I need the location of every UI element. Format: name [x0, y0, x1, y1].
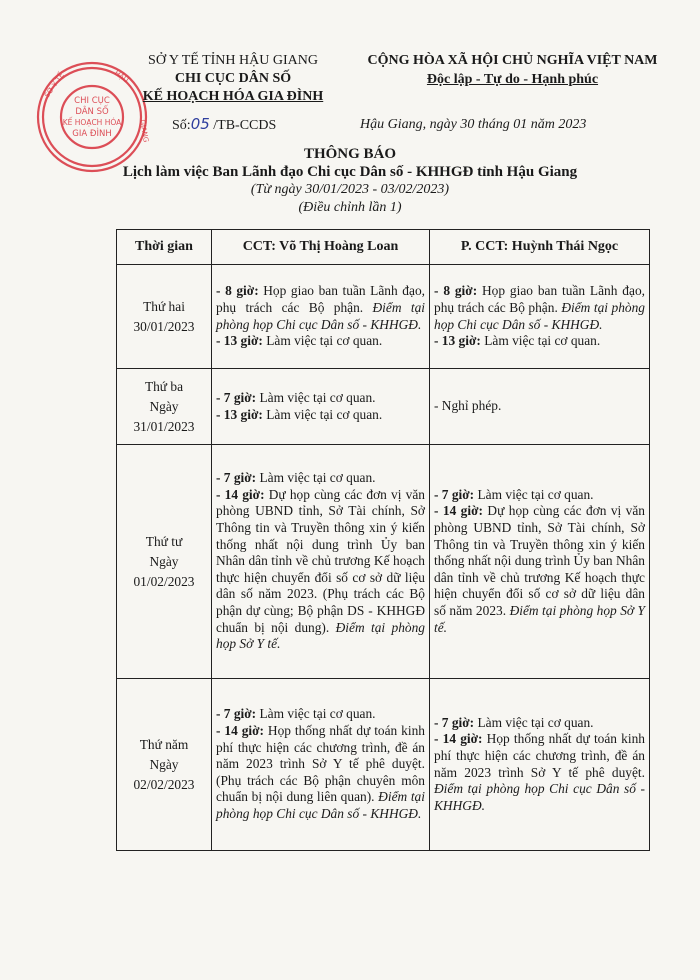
schedule-table: [116, 229, 650, 851]
header-time: Thời gian: [117, 230, 212, 265]
entry-place: Điểm tại phòng họp Sở Y tế.: [216, 619, 426, 652]
schedule-entry: [216, 283, 425, 333]
doc-number-handwritten: 05: [190, 115, 210, 133]
schedule-entry: [434, 283, 645, 333]
entry-text: Làm việc tại cơ quan.: [474, 714, 594, 730]
entry-time: - 8 giờ:: [216, 283, 259, 299]
day-cell: [117, 265, 212, 369]
day-date: 30/01/2023: [133, 318, 195, 334]
day-cell: [117, 445, 212, 679]
deputy-schedule: [430, 445, 650, 679]
svg-text:GIA ĐÌNH: GIA ĐÌNH: [72, 129, 112, 139]
schedule-entry: [434, 333, 645, 350]
svg-text:GIANG: GIANG: [138, 118, 150, 143]
national-motto: [335, 52, 690, 90]
entry-time: - 7 giờ:: [216, 389, 257, 405]
day-cell: [117, 679, 212, 851]
entry-time: - 13 giờ:: [434, 333, 481, 349]
table-row: [117, 369, 650, 445]
day-name: Thứ tư: [145, 533, 183, 549]
day-cell: [117, 369, 212, 445]
svg-text:HẬU: HẬU: [112, 69, 130, 85]
director-schedule: [212, 445, 430, 679]
entry-time: - 14 giờ:: [434, 503, 483, 519]
entry-text: Làm việc tại cơ quan.: [262, 333, 383, 349]
schedule-entry: [216, 723, 425, 823]
day-name: Thứ ba: [144, 378, 184, 394]
svg-text:DÂN SỐ: DÂN SỐ: [75, 107, 109, 117]
notice-subtitle: Lịch làm việc Ban Lãnh đạo Chi cục Dân số - KHHGĐ tỉnh Hậu Giang: [122, 164, 578, 180]
day-date: Ngày 02/02/2023: [133, 756, 195, 792]
entry-time: - 7 giờ:: [216, 706, 257, 722]
day-date: Ngày 31/01/2023: [133, 398, 195, 434]
entry-text: Làm việc tại cơ quan.: [256, 470, 376, 486]
entry-text: Làm việc tại cơ quan.: [262, 406, 383, 422]
entry-text: Họp giao ban tuần Lãnh đạo, phụ trách các Bộ phận.: [216, 283, 425, 315]
motto: Độc lập - Tự do - Hạnh phúc: [426, 72, 599, 87]
table-row: [117, 265, 650, 369]
entry-text: Họp giao ban tuần Lãnh đạo, phụ trách các Bộ phận.: [434, 283, 645, 315]
svg-text:KẾ HOẠCH HÓA: KẾ HOẠCH HÓA: [62, 118, 122, 127]
schedule-entry: [434, 503, 645, 636]
schedule-entry: [434, 398, 645, 415]
entry-text: Làm việc tại cơ quan.: [256, 706, 376, 722]
agency-line-3: KẾ HOẠCH HÓA GIA ĐÌNH: [142, 89, 324, 104]
notice-title: THÔNG BÁO: [303, 146, 397, 162]
day-name: Thứ hai: [143, 298, 185, 314]
schedule-entry: [434, 731, 645, 814]
director-schedule: [212, 265, 430, 369]
deputy-schedule: [430, 679, 650, 851]
doc-number-suffix: /TB-CCDS: [213, 118, 277, 133]
date-line: Hậu Giang, ngày 30 tháng 01 năm 2023: [360, 117, 587, 132]
agency-line-2: CHI CỤC DÂN SỐ: [174, 71, 292, 86]
entry-text: Dự họp cùng các đơn vị văn phòng UBND tỉnh, Sở Tài chính, Sở Thông tin và Truyền thông xin ý kiến thống nhất nội dung trình Ủy ban Nhân dân tỉnh về chủ trương Kế hoạch thực hiện chuyển đổi số cơ sở dữ liệu dân số năm 2023. (Phụ trách các Bộ phận dự cùng; Bộ phận DS - KHHGĐ chuẩn bị nội dung).: [216, 486, 425, 635]
schedule-entry: [216, 470, 425, 487]
date-range: (Từ ngày 30/01/2023 - 03/02/2023): [250, 182, 450, 197]
entry-text: Họp thống nhất dự toán kinh phí thực hiện các chương trình, đề án năm 2023 trình Sở Y tế phê duyệt.: [434, 731, 645, 780]
entry-time: - 7 giờ:: [434, 714, 475, 730]
svg-text:SỞ Y TẾ: SỞ Y TẾ: [43, 71, 66, 100]
entry-place: Điểm tại phòng họp Chi cục Dân số - KHHGĐ.: [216, 789, 425, 821]
table-header-row: [117, 230, 650, 265]
schedule-entry: [434, 487, 645, 504]
svg-text:CHI CỤC: CHI CỤC: [74, 96, 110, 106]
entry-time: - 13 giờ:: [216, 333, 263, 349]
entry-time: - 14 giờ:: [434, 731, 483, 747]
entry-place: Điểm tại phòng họp Chi cục Dân số - KHHGĐ.: [434, 299, 646, 332]
agency-line-1: SỞ Y TẾ TỈNH HẬU GIANG: [148, 53, 318, 68]
schedule-entry: [216, 390, 425, 407]
deputy-schedule: [430, 369, 650, 445]
day-name: Thứ năm: [139, 736, 189, 752]
schedule-entry: [434, 715, 645, 732]
day-date: Ngày 01/02/2023: [133, 553, 195, 589]
schedule-entry: [216, 407, 425, 424]
schedule-entry: [216, 706, 425, 723]
table-row: [117, 679, 650, 851]
notice-title-block: [0, 145, 700, 217]
entry-time: - 13 giờ:: [216, 406, 263, 422]
entry-place: Điểm tại phòng họp Chi cục Dân số - KHHGĐ.: [216, 299, 426, 332]
table-row: [117, 445, 650, 679]
schedule-entry: [216, 487, 425, 653]
entry-time: - 7 giờ:: [216, 470, 257, 486]
entry-text: Dự họp cùng các đơn vị văn phòng UBND tỉnh, Sở Tài chính, Sở Thông tin và Truyền thông xin ý kiến thống nhất nội dung trình Ủy ban Nhân dân tỉnh về chủ trương Kế hoạch thực hiện chuyển đổi số cơ sở dữ liệu dân số năm 2023.: [434, 503, 645, 618]
entry-place: Điểm tại phòng họp Chi cục Dân số - KHHGĐ.: [434, 781, 645, 813]
director-schedule: [212, 369, 430, 445]
entry-text: Làm việc tại cơ quan.: [256, 389, 376, 405]
revision-note: (Điều chỉnh lần 1): [298, 200, 402, 215]
header-deputy: P. CCT: Huỳnh Thái Ngọc: [430, 230, 650, 265]
entry-text: Làm việc tại cơ quan.: [480, 333, 601, 349]
entry-text: Làm việc tại cơ quan.: [474, 486, 594, 502]
schedule-entry: [216, 333, 425, 350]
deputy-schedule: [430, 265, 650, 369]
entry-place: Điểm tại phòng họp Sở Y tế.: [434, 602, 645, 635]
entry-time: - 14 giờ:: [216, 486, 265, 502]
doc-number-prefix: Số:: [172, 118, 191, 133]
header-director: CCT: Võ Thị Hoàng Loan: [212, 230, 430, 265]
document-number: [172, 115, 276, 134]
director-schedule: [212, 679, 430, 851]
issuing-agency: [128, 52, 338, 106]
entry-time: - 8 giờ:: [434, 283, 478, 299]
entry-text: Họp thống nhất dự toán kinh phí thực hiện các chương trình, đề án năm 2023 trình Sở Y tế phê duyệt. (Phụ trách các Bộ phận chuyên môn chuẩn bị nội dung liên quan).: [216, 723, 425, 805]
entry-text: - Nghỉ phép.: [434, 398, 502, 414]
entry-time: - 14 giờ:: [216, 723, 264, 739]
nation-name: CỘNG HÒA XÃ HỘI CHỦ NGHĨA VIỆT NAM: [367, 53, 658, 68]
entry-time: - 7 giờ:: [434, 486, 475, 502]
